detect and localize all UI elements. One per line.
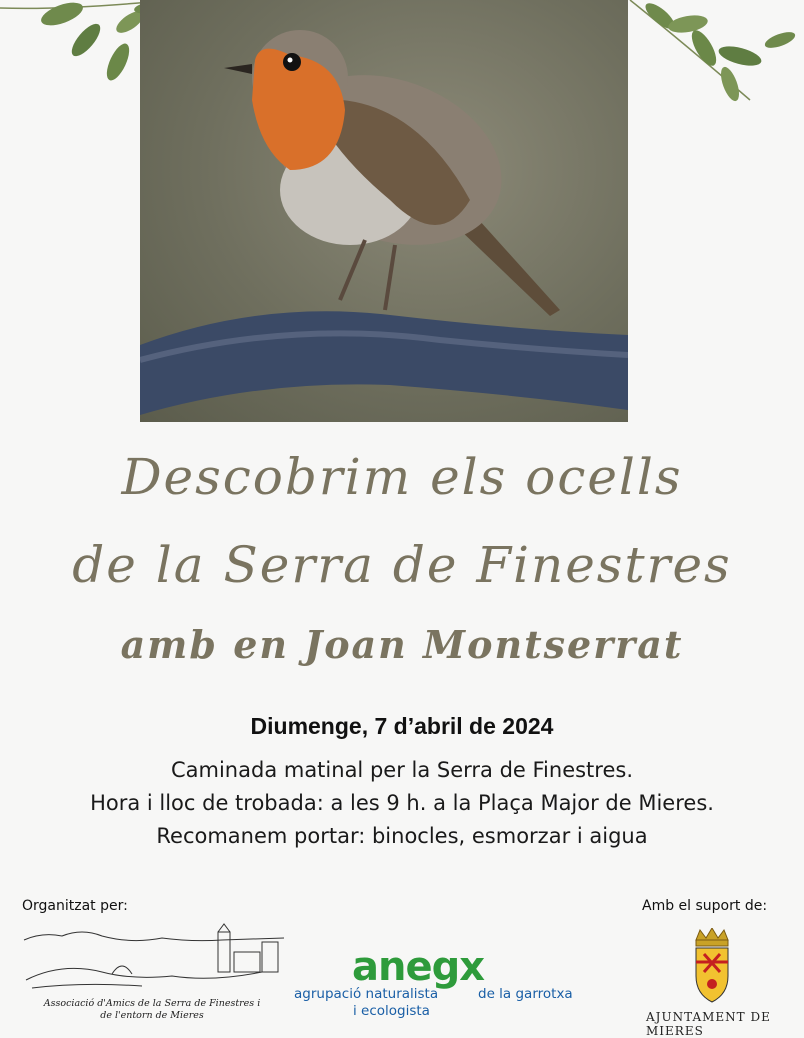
council-name: AJUNTAMENT DE MIERES bbox=[646, 1010, 771, 1038]
support-label: Amb el suport de: bbox=[642, 898, 768, 914]
robin-photo bbox=[140, 0, 628, 422]
anegx-sub-3: i ecologista bbox=[353, 1003, 430, 1019]
title-line-2: de la Serra de Finestres bbox=[72, 536, 732, 594]
association-caption-line-2: de l'entorn de Mieres bbox=[100, 1010, 204, 1021]
anegx-logo: anegx bbox=[352, 944, 485, 990]
leaf-branch-left-icon bbox=[0, 0, 160, 90]
info-line-2: Hora i lloc de trobada: a les 9 h. a la Plaça Major de Mieres. bbox=[90, 791, 714, 815]
organized-by-label: Organitzat per: bbox=[22, 898, 128, 914]
info-line-3: Recomanem portar: binocles, esmorzar i aigua bbox=[156, 824, 648, 848]
event-date: Diumenge, 7 d’abril de 2024 bbox=[250, 713, 554, 739]
anegx-sub-1: agrupació naturalista bbox=[294, 986, 439, 1002]
anegx-sub-2: de la garrotxa bbox=[478, 986, 573, 1002]
robin-bird-icon bbox=[140, 0, 628, 422]
title-line-3: amb en Joan Montserrat bbox=[120, 622, 684, 667]
coat-of-arms-icon bbox=[690, 928, 734, 1004]
association-logo-icon bbox=[22, 922, 284, 996]
title-line-1: Descobrim els ocells bbox=[121, 448, 683, 506]
info-line-1: Caminada matinal per la Serra de Finestres. bbox=[170, 758, 633, 782]
association-caption-line-1: Associació d'Amics de la Serra de Finestres i bbox=[43, 998, 261, 1009]
leaf-branch-right-icon bbox=[600, 0, 804, 110]
association-caption bbox=[22, 998, 282, 1022]
